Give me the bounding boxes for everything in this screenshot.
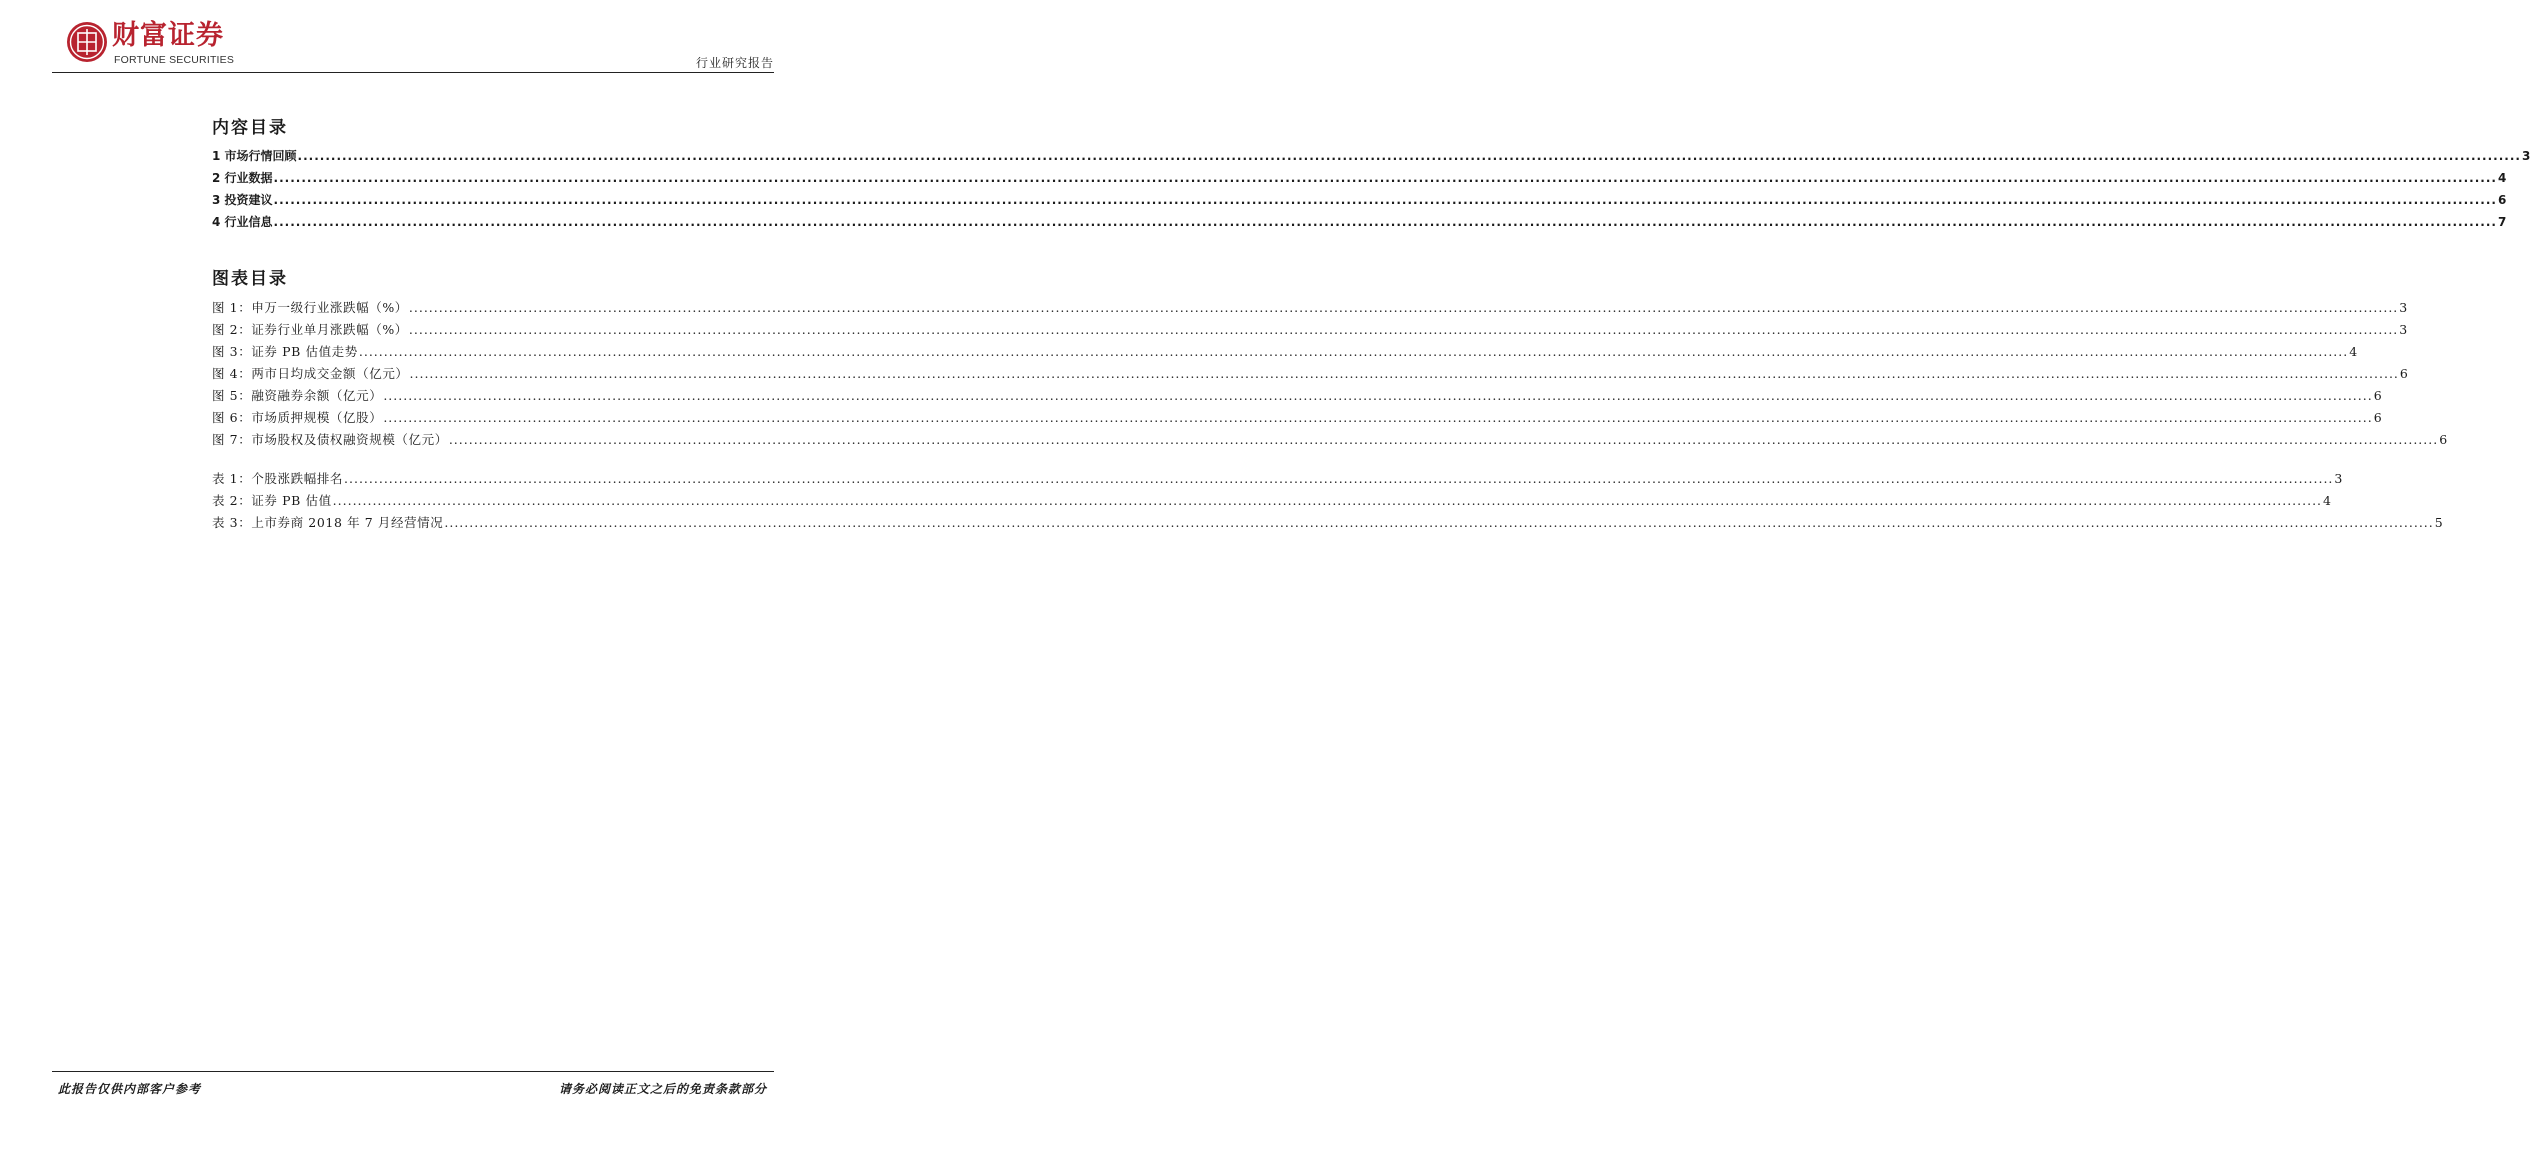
page-header [52, 18, 774, 72]
document-type: 行业研究报告 [695, 56, 774, 70]
figure-entry[interactable] [212, 363, 2409, 385]
toc-entry-label: 图 2：证券行业单月涨跌幅（%） [212, 322, 408, 337]
figure-entry[interactable] [212, 407, 2383, 429]
contents-list [212, 145, 2530, 233]
toc-entry-label: 4 行业信息 [212, 215, 273, 229]
toc-entry-label: 图 6：市场质押规模（亿股） [212, 410, 383, 425]
toc-leader-dots: ................................................................................................................................................................................................................................................................................................................................................................................................................ [273, 171, 2497, 185]
footer-disclaimer-left: 此报告仅供内部客户参考 [58, 1082, 202, 1096]
toc-entry-page: 3 [2334, 471, 2343, 486]
footer-disclaimer-right: 请务必阅读正文之后的免责条款部分 [558, 1082, 767, 1096]
toc-leader-dots: ................................................................................................................................................................................................................................................................................................................................................................................................................ [444, 515, 2434, 530]
toc-entry-page: 3 [2521, 149, 2530, 163]
toc-leader-dots: ................................................................................................................................................................................................................................................................................................................................................................................................................ [358, 344, 2349, 359]
contents-entry[interactable] [212, 167, 2507, 189]
contents-entry[interactable] [212, 211, 2507, 233]
figures-title: 图表目录 [212, 269, 288, 289]
toc-leader-dots: ................................................................................................................................................................................................................................................................................................................................................................................................................ [409, 366, 2399, 381]
toc-entry-page: 4 [2497, 171, 2507, 185]
toc-leader-dots: ................................................................................................................................................................................................................................................................................................................................................................................................................ [344, 471, 2334, 486]
toc-entry-label: 图 1：申万一级行业涨跌幅（%） [212, 300, 408, 315]
toc-leader-dots: ................................................................................................................................................................................................................................................................................................................................................................................................................ [448, 432, 2439, 447]
toc-leader-dots: ................................................................................................................................................................................................................................................................................................................................................................................................................ [408, 300, 2399, 315]
toc-entry-page: 4 [2323, 493, 2332, 508]
table-entry[interactable] [212, 468, 2343, 490]
header-divider [52, 72, 774, 73]
contents-entry[interactable] [212, 145, 2530, 167]
toc-entry-page: 6 [2497, 193, 2507, 207]
toc-entry-page: 7 [2497, 215, 2507, 229]
figure-entry[interactable] [212, 319, 2408, 341]
toc-entry-label: 表 1：个股涨跌幅排名 [212, 471, 344, 486]
toc-entry-label: 表 3：上市券商 2018 年 7 月经营情况 [212, 515, 444, 530]
toc-leader-dots: ................................................................................................................................................................................................................................................................................................................................................................................................................ [383, 410, 2373, 425]
toc-entry-page: 6 [2373, 410, 2383, 425]
toc-leader-dots: ................................................................................................................................................................................................................................................................................................................................................................................................................ [383, 388, 2373, 403]
contents-title: 内容目录 [212, 118, 288, 138]
contents-entry[interactable] [212, 189, 2507, 211]
toc-leader-dots: ................................................................................................................................................................................................................................................................................................................................................................................................................ [408, 322, 2399, 337]
tables-list [212, 468, 2444, 534]
toc-leader-dots: ................................................................................................................................................................................................................................................................................................................................................................................................................ [273, 215, 2497, 229]
toc-entry-label: 3 投资建议 [212, 193, 273, 207]
toc-entry-label: 1 市场行情回顾 [212, 149, 297, 163]
toc-entry-page: 3 [2399, 300, 2408, 315]
toc-entry-page: 6 [2373, 388, 2383, 403]
figure-entry[interactable] [212, 341, 2358, 363]
toc-entry-label: 图 7：市场股权及债权融资规模（亿元） [212, 432, 448, 447]
toc-leader-dots: ................................................................................................................................................................................................................................................................................................................................................................................................................ [332, 493, 2323, 508]
brand-name-cn: 财富证券 [112, 20, 224, 51]
toc-leader-dots: ................................................................................................................................................................................................................................................................................................................................................................................................................ [273, 193, 2497, 207]
figure-entry[interactable] [212, 429, 2448, 451]
toc-entry-page: 6 [2439, 432, 2448, 447]
toc-entry-label: 表 2：证券 PB 估值 [212, 493, 332, 508]
footer-divider [52, 1071, 774, 1072]
toc-entry-page: 3 [2399, 322, 2408, 337]
toc-entry-label: 图 3：证券 PB 估值走势 [212, 344, 358, 359]
brand-name-en: FORTUNE SECURITIES [114, 54, 235, 66]
toc-entry-page: 6 [2399, 366, 2409, 381]
table-entry[interactable] [212, 512, 2444, 534]
toc-entry-label: 2 行业数据 [212, 171, 273, 185]
fortune-seal-logo-icon [66, 21, 108, 63]
figure-entry[interactable] [212, 297, 2408, 319]
toc-entry-label: 图 5：融资融券余额（亿元） [212, 388, 383, 403]
toc-entry-label: 图 4：两市日均成交金额（亿元） [212, 366, 409, 381]
table-entry[interactable] [212, 490, 2332, 512]
toc-entry-page: 5 [2434, 515, 2444, 530]
toc-leader-dots: ................................................................................................................................................................................................................................................................................................................................................................................................................ [297, 149, 2521, 163]
figure-entry[interactable] [212, 385, 2383, 407]
figures-list [212, 297, 2448, 451]
toc-entry-page: 4 [2349, 344, 2358, 359]
